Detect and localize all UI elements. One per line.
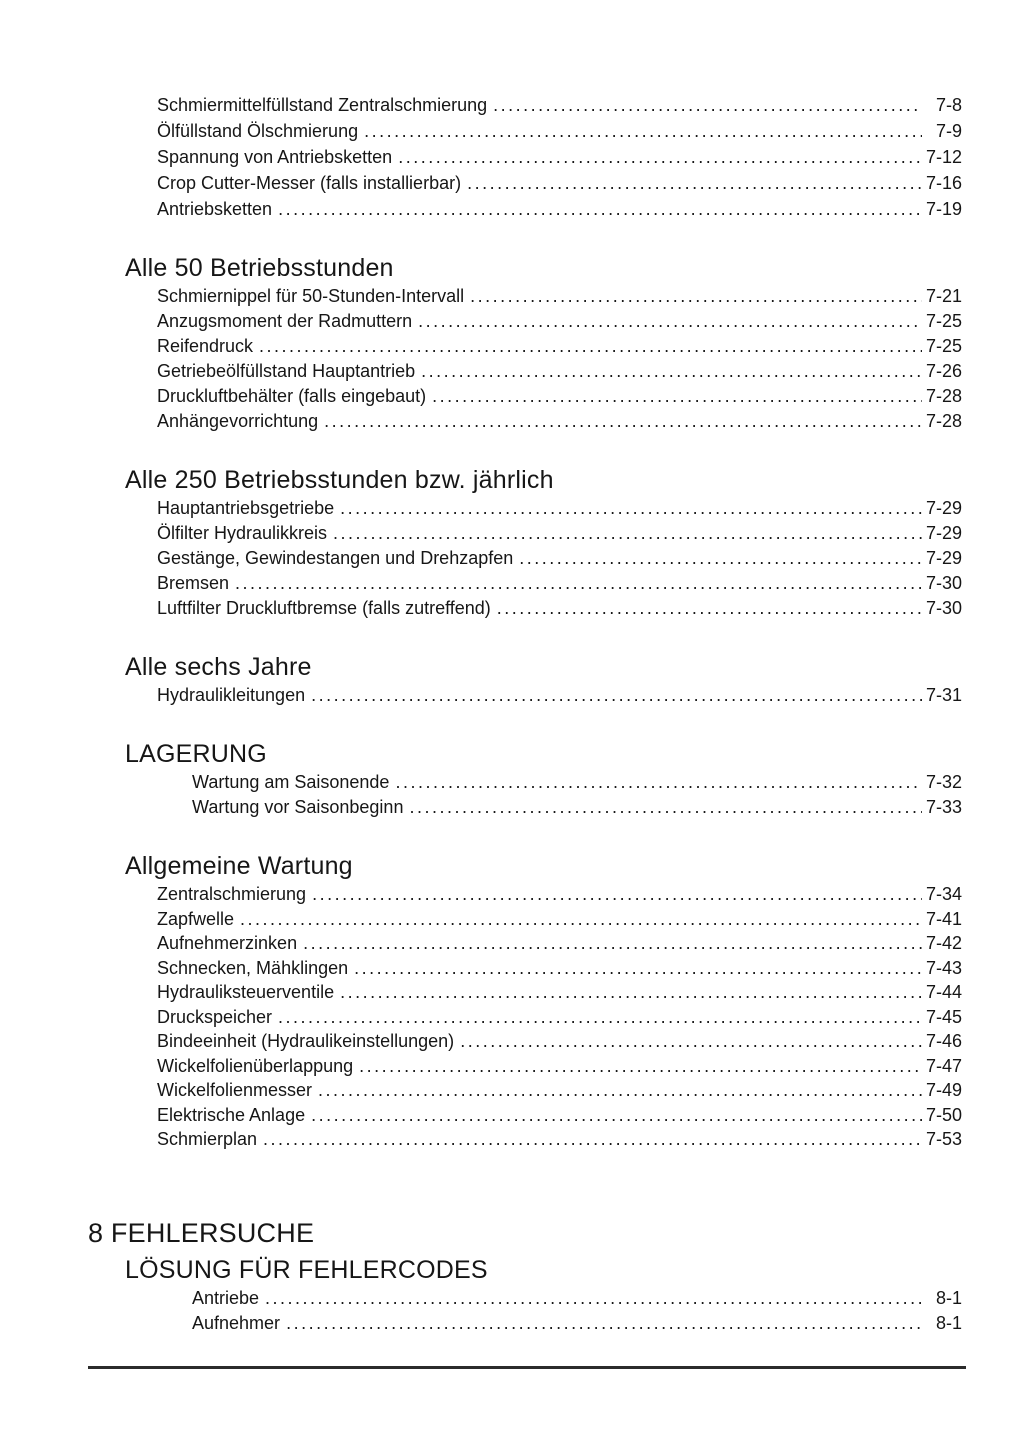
footer-divider [88,1366,966,1369]
toc-entry [157,956,962,981]
toc-entry [157,546,962,571]
toc-entry-page: 7-46 [925,1031,962,1051]
toc-entry [157,359,962,384]
dot-leader [392,144,922,170]
dot-leader [412,309,922,334]
toc-group-alle-sechs-jahre [88,653,962,708]
section-heading: Alle sechs Jahre [125,653,312,681]
toc-content [88,0,962,1336]
toc-entry-title: Hydrauliksteuerventile [157,982,335,1002]
toc-entry [157,496,962,521]
toc-entry-title: Wartung vor Saisonbeginn [192,797,404,817]
toc-entry-title: Crop Cutter-Messer (falls installierbar) [157,173,462,193]
toc-entry-title: Spannung von Antriebsketten [157,147,393,167]
dot-leader [297,931,922,956]
dot-leader [305,683,922,708]
section-heading: Allgemeine Wartung [125,852,353,880]
toc-entry [157,144,962,170]
toc-group-allgemeine-wartung [88,852,962,1152]
dot-leader [334,980,922,1005]
toc-entry [157,571,962,596]
dot-leader [257,1127,922,1152]
toc-entry-page: 7-49 [925,1080,962,1100]
dot-leader [305,1103,922,1128]
toc-entry [157,1029,962,1054]
toc-entry-page: 7-28 [925,386,962,406]
section-heading: LÖSUNG FÜR FEHLERCODES [125,1255,488,1284]
toc-entry-page: 7-26 [925,361,962,381]
toc-entry-title: Wickelfolienüberlappung [157,1055,354,1076]
dot-leader [272,1005,922,1030]
toc-entry-page: 7-43 [925,957,962,978]
toc-entry [157,92,962,118]
toc-entry-page: 7-42 [925,933,962,953]
dot-leader [461,170,922,196]
toc-entry-page: 8-1 [935,1312,962,1333]
toc-entry [157,1103,962,1128]
toc-entry-title: Reifendruck [157,336,254,356]
toc-entry-page: 7-47 [925,1055,962,1076]
toc-entry-title: Elektrische Anlage [157,1104,306,1125]
toc-entry-title: Wartung am Saisonende [192,772,390,792]
chapter-heading: 8 FEHLERSUCHE [88,1217,315,1248]
toc-entry-title: Wickelfolienmesser [157,1080,313,1100]
toc-entry-page: 7-32 [925,772,962,792]
toc-entry [157,683,962,708]
toc-entry-page: 7-30 [925,598,962,618]
dot-leader [389,770,922,795]
toc-entry [157,1078,962,1103]
toc-entry-title: Zentralschmierung [157,884,307,904]
toc-entry-title: Aufnehmer [192,1312,281,1333]
toc-entry-title: Druckluftbehälter (falls eingebaut) [157,386,427,406]
toc-entry-title: Antriebe [192,1287,260,1308]
toc-entry-title: Luftfilter Druckluftbremse (falls zutreffend) [157,598,491,618]
dot-leader [426,384,922,409]
toc-entry-page: 7-41 [925,908,962,929]
section-heading: Alle 250 Betriebsstunden bzw. jährlich [125,466,554,494]
toc-entry-title: Schmiermittelfüllstand Zentralschmierung [157,95,488,115]
toc-entry-title: Bremsen [157,573,230,593]
toc-entry-title: Anhängevorrichtung [157,411,319,431]
section-heading: LAGERUNG [125,740,267,768]
dot-leader [491,596,922,621]
toc-entry-page: 7-8 [935,95,962,115]
toc-entry-title: Bindeeinheit (Hydraulikeinstellungen) [157,1031,455,1051]
toc-entry [192,770,962,795]
toc-entry [157,596,962,621]
dot-leader [353,1054,922,1079]
toc-entry-page: 7-53 [925,1129,962,1149]
dot-leader [306,882,922,907]
dot-leader [464,284,922,309]
toc-entry-page: 7-12 [925,147,962,167]
toc-entry [157,196,962,222]
toc-entry-page: 7-31 [925,685,962,705]
toc-group-alle-50-betriebsstunden [88,254,962,434]
dot-leader [513,546,922,571]
toc-entry [157,170,962,196]
toc-entry [157,334,962,359]
toc-entry-page: 7-30 [925,573,962,593]
toc-entry-page: 7-28 [925,411,962,431]
dot-leader [358,118,922,144]
toc-entry-title: Schmiernippel für 50-Stunden-Intervall [157,286,465,306]
toc-entry-page: 7-29 [925,498,962,518]
toc-entry [157,1005,962,1030]
toc-group-alle-250-betriebsstunden [88,466,962,621]
dot-leader [327,521,922,546]
toc-entry [157,309,962,334]
toc-entry-title: Schmierplan [157,1129,258,1149]
toc-entry [192,795,962,820]
toc-entry-title: Hydraulikleitungen [157,685,306,705]
toc-entry [157,118,962,144]
toc-entry [157,931,962,956]
toc-entry [157,980,962,1005]
toc-entry [157,907,962,932]
toc-entry-page: 7-29 [925,548,962,568]
toc-entry [157,1127,962,1152]
dot-leader [229,571,922,596]
dot-leader [403,795,922,820]
toc-entry-title: Anzugsmoment der Radmuttern [157,311,413,331]
dot-leader [253,334,922,359]
dot-leader [234,907,922,932]
toc-entry-page: 7-25 [925,311,962,331]
toc-entry-title: Druckspeicher [157,1006,273,1027]
toc-entry-title: Getriebeölfüllstand Hauptantrieb [157,361,416,381]
toc-group-continued [88,92,962,222]
dot-leader [487,92,922,118]
dot-leader [318,409,922,434]
section-heading: Alle 50 Betriebsstunden [125,254,394,282]
toc-entry [192,1311,962,1336]
toc-entry [192,1286,962,1311]
toc-entry-title: Gestänge, Gewindestangen und Drehzapfen [157,548,514,568]
toc-entry-title: Zapfwelle [157,908,235,929]
toc-entry-page: 7-21 [925,286,962,306]
toc-entry-title: Antriebsketten [157,199,273,219]
toc-entry-title: Aufnehmerzinken [157,933,298,953]
dot-leader [334,496,922,521]
toc-entry [157,384,962,409]
toc-entry-page: 7-44 [925,982,962,1002]
toc-entry-page: 7-45 [925,1006,962,1027]
toc-entry [157,284,962,309]
dot-leader [348,956,922,981]
dot-leader [312,1078,922,1103]
toc-entry-title: Ölfilter Hydraulikkreis [157,523,328,543]
toc-entry-page: 7-29 [925,523,962,543]
toc-entry-page: 7-50 [925,1104,962,1125]
dot-leader [454,1029,922,1054]
toc-entry-title: Schnecken, Mähklingen [157,957,349,978]
toc-entry-page: 7-19 [925,199,962,219]
dot-leader [415,359,922,384]
toc-entry [157,521,962,546]
toc-group-fehlersuche [88,1218,962,1248]
toc-entry-page: 7-34 [925,884,962,904]
toc-entry-page: 7-25 [925,336,962,356]
dot-leader [272,196,922,222]
toc-entry-title: Hauptantriebsgetriebe [157,498,335,518]
dot-leader [259,1286,922,1311]
dot-leader [280,1311,922,1336]
toc-entry-title: Ölfüllstand Ölschmierung [157,121,359,141]
toc-entry [157,882,962,907]
toc-entry-page: 7-9 [935,121,962,141]
toc-entry-page: 8-1 [935,1287,962,1308]
toc-entry [157,409,962,434]
toc-entry-page: 7-33 [925,797,962,817]
toc-group-lagerung [88,740,962,820]
toc-entry-page: 7-16 [925,173,962,193]
toc-entry [157,1054,962,1079]
toc-group-loesung-fuer-fehlercodes [88,1256,962,1336]
